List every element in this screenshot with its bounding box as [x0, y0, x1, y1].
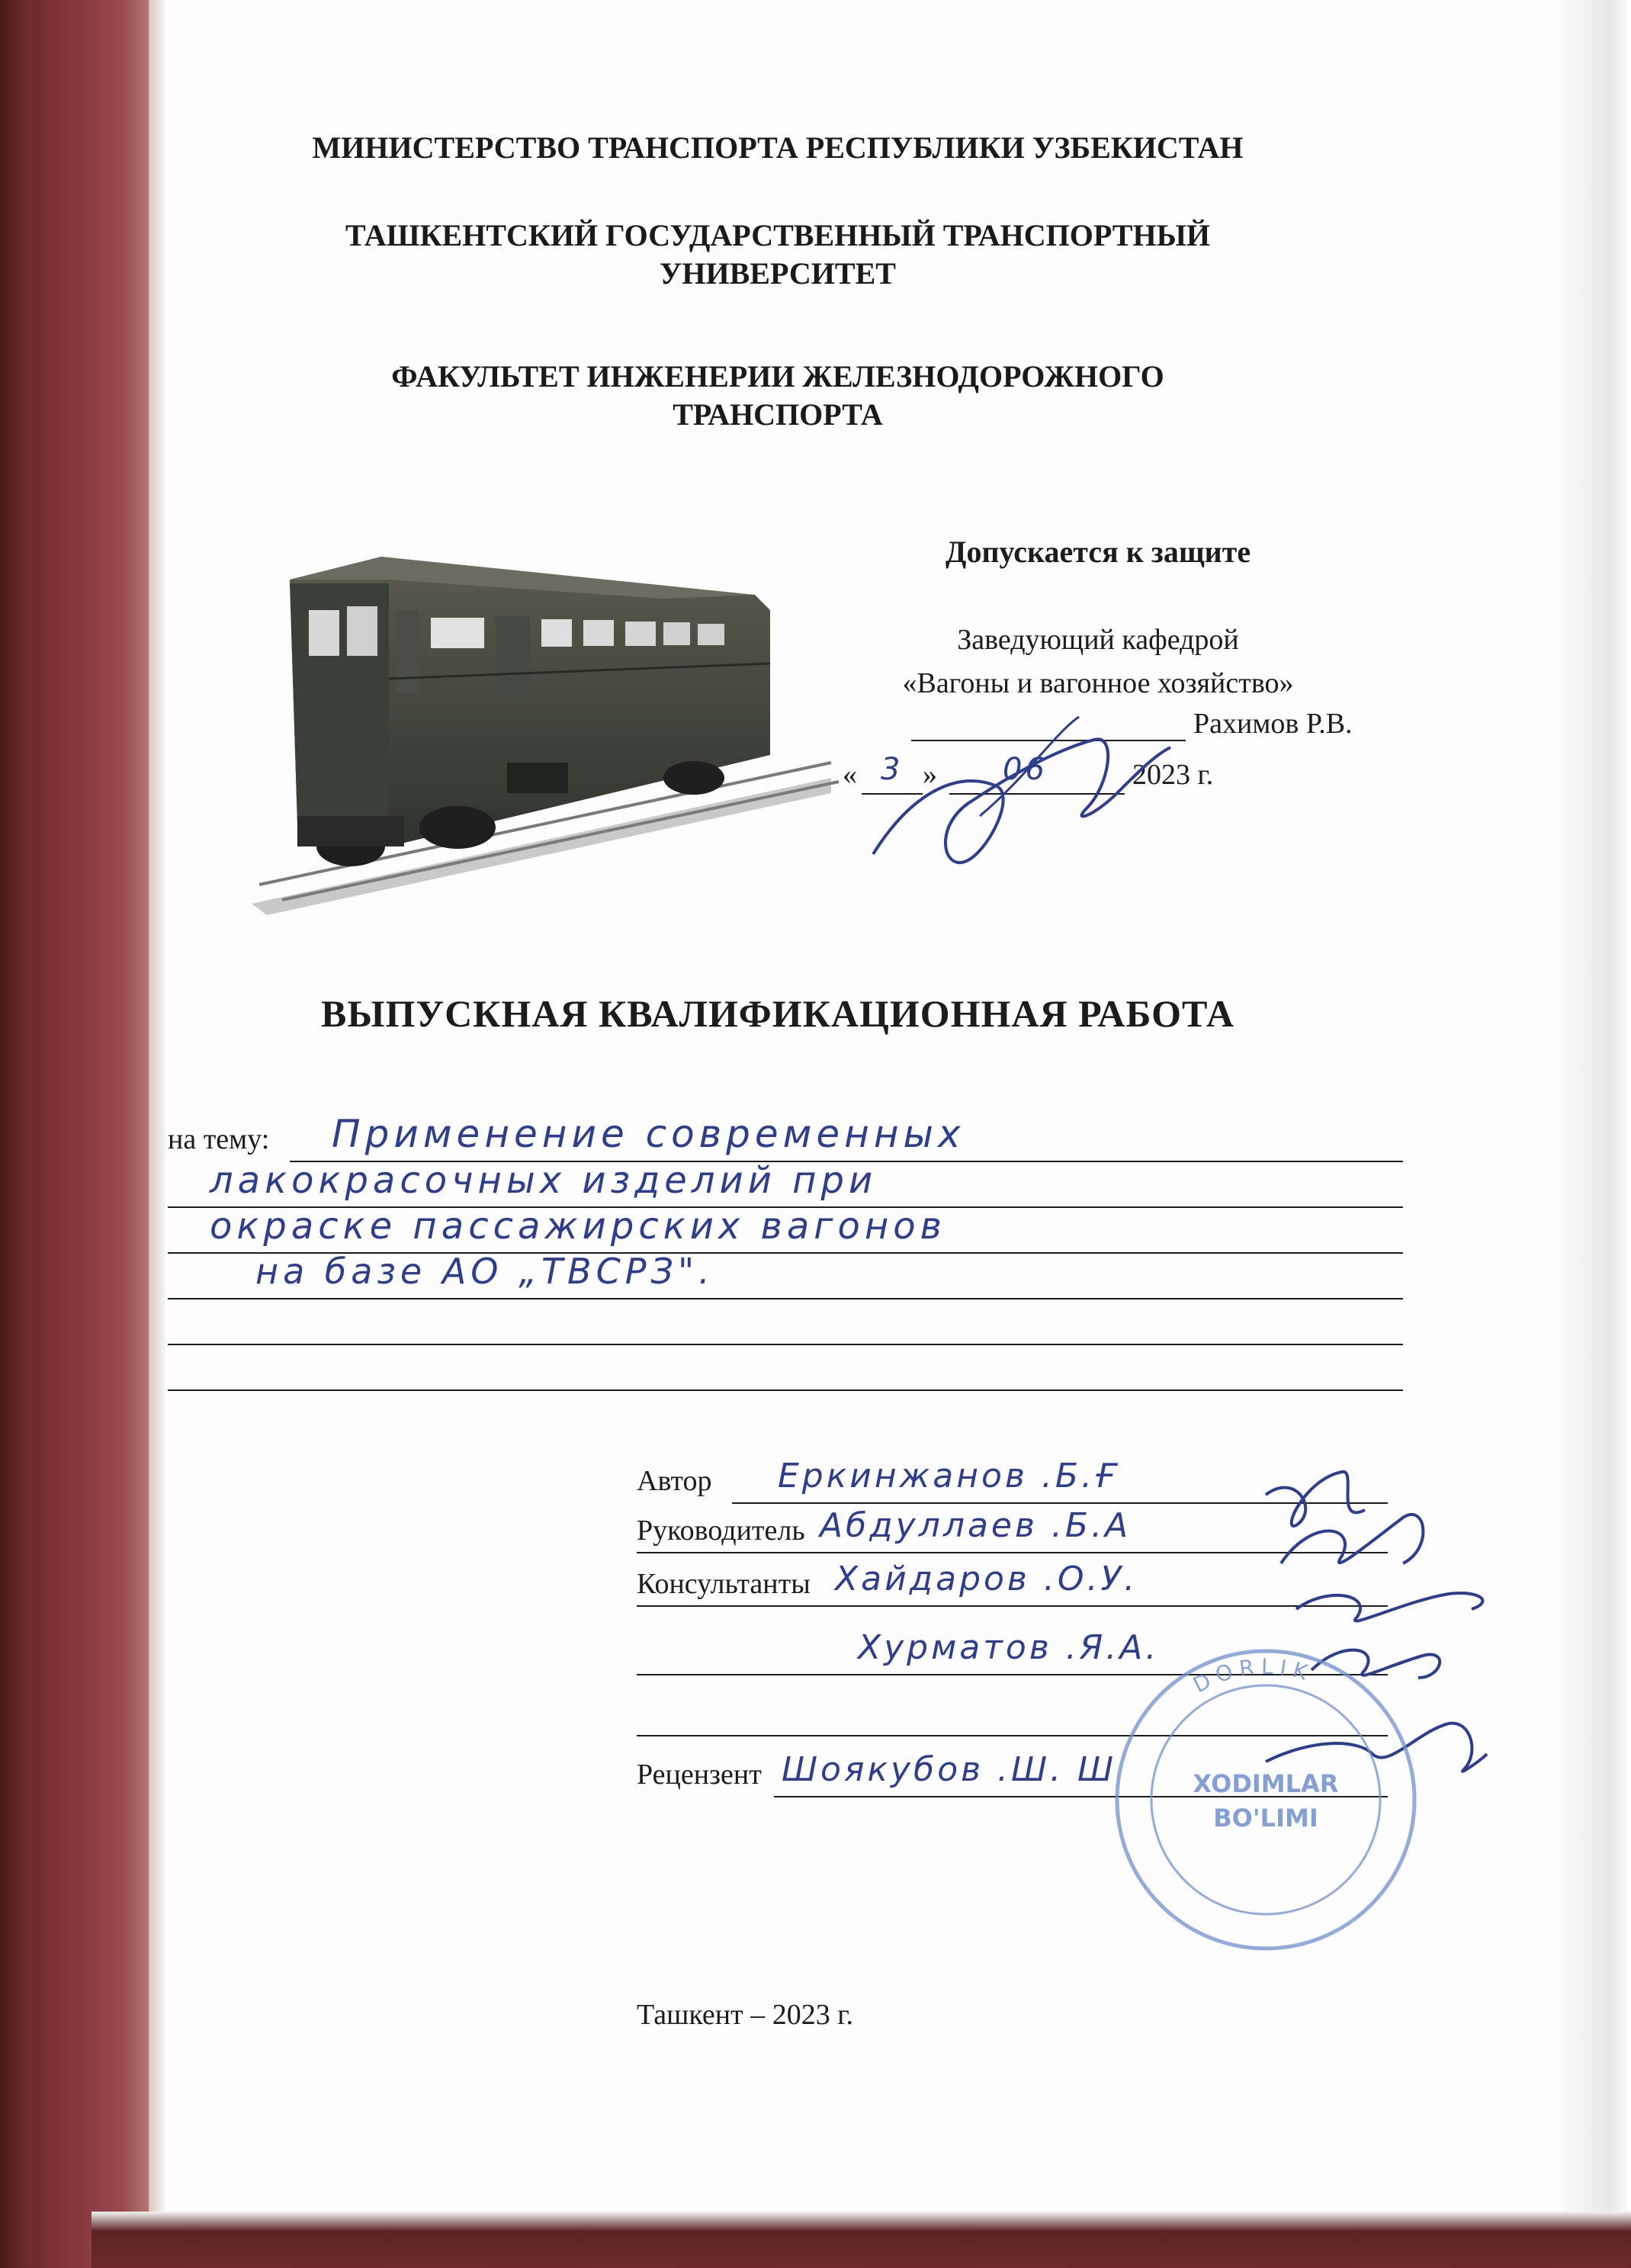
work-title: ВЫПУСКНАЯ КВАЛИФИКАЦИОННАЯ РАБОТА [321, 992, 1234, 1035]
date-open-quote: « [843, 759, 857, 791]
theme-handwritten-4: на базе АО „ТВСРЗ". [255, 1251, 714, 1292]
head-name: Рахимов Р.В. [1193, 708, 1353, 740]
head-position: Заведующий кафедрой [957, 624, 1239, 656]
university-heading-line2: УНИВЕРСИТЕТ [660, 256, 896, 291]
faculty-heading-line2: ТРАНСПОРТА [673, 397, 883, 432]
faculty-heading-line1: ФАКУЛЬТЕТ ИНЖЕНЕРИИ ЖЕЛЕЗНОДОРОЖНОГО [391, 359, 1164, 394]
department-name: «Вагоны и вагонное хозяйство» [902, 667, 1294, 699]
city-year: Ташкент – 2023 г. [637, 1999, 854, 2031]
stamp-ring-text: DORLIK [1189, 1653, 1317, 1698]
theme-label: на тему: [168, 1123, 270, 1155]
author-name: Еркинжанов .Б.Ғ [778, 1457, 1121, 1495]
page-stack-edge [1562, 0, 1631, 2268]
theme-line-6 [168, 1389, 1403, 1391]
supervisor-label: Руководитель [637, 1515, 805, 1547]
ministry-heading: МИНИСТЕРСТВО ТРАНСПОРТА РЕСПУБЛИКИ УЗБЕКИСТАН [312, 130, 1244, 165]
stamp-text-bottom: BO'LIMI [1213, 1804, 1318, 1833]
day-handwritten: 3 [881, 752, 904, 787]
title-page [168, 46, 1556, 2212]
reviewer-name: Шоякубов .Ш. Ш [782, 1750, 1117, 1789]
theme-handwritten-1: Применение современных [332, 1112, 965, 1156]
reviewer-label: Рецензент [637, 1759, 762, 1791]
metro-car-illustration [236, 526, 846, 915]
head-signature [865, 702, 1186, 900]
author-label: Автор [637, 1465, 712, 1497]
month-handwritten: 06 [1003, 752, 1048, 787]
theme-line-4 [168, 1298, 1403, 1299]
consultant1-name: Хайдаров .О.У. [835, 1560, 1138, 1598]
theme-line-5 [168, 1344, 1403, 1345]
theme-handwritten-3: окраске пассажирских вагонов [210, 1205, 946, 1248]
consultants-label: Консультанты [637, 1568, 811, 1600]
binding-edge [149, 0, 165, 2268]
approval-title: Допускается к защите [945, 535, 1251, 569]
university-heading-line1: ТАШКЕНТСКИЙ ГОСУДАРСТВЕННЫЙ ТРАНСПОРТНЫЙ [345, 218, 1210, 252]
bottom-binding [92, 2212, 1631, 2268]
stamp-text-top: XODIMLAR [1193, 1769, 1339, 1798]
consultant2-name: Хурматов .Я.А. [858, 1628, 1160, 1667]
supervisor-name: Абдуллаев .Б.А [820, 1506, 1132, 1545]
date-close-quote: » [923, 759, 937, 791]
round-stamp [1106, 1640, 1426, 1960]
approval-year: 2023 г. [1132, 759, 1214, 791]
cover-binding [0, 0, 153, 2268]
theme-handwritten-2: лакокрасочных изделий при [210, 1159, 878, 1202]
